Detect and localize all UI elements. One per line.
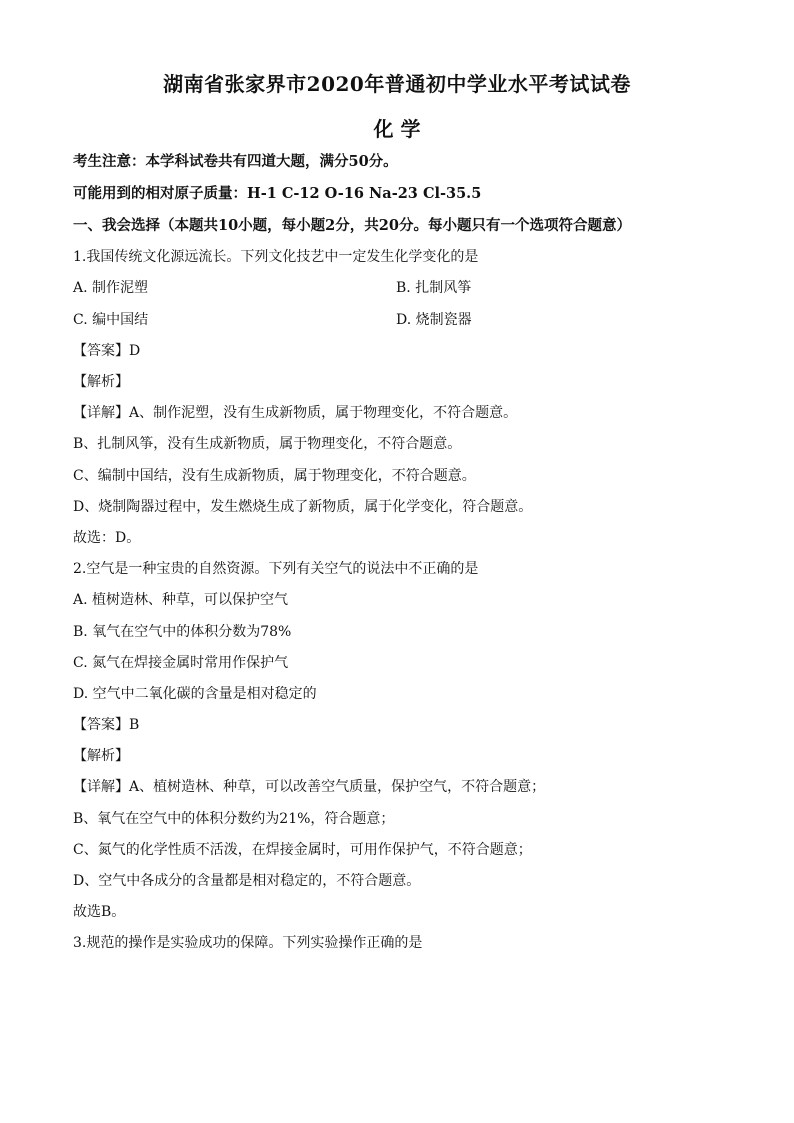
q1-option-a: A. 制作泥塑 — [73, 280, 149, 296]
notice-atomic-mass: 可能用到的相对原子质量：H-1 C-12 O-16 Na-23 Cl-35.5 — [73, 185, 482, 202]
q2-detail-a: 【详解】A、植树造林、种草，可以改善空气质量，保护空气，不符合题意； — [73, 779, 546, 795]
q1-detail-a: 【详解】A、制作泥塑，没有生成新物质，属于物理变化，不符合题意。 — [73, 405, 518, 421]
q1-detail-b: B、扎制风筝，没有生成新物质，属于物理变化，不符合题意。 — [73, 436, 462, 452]
q1-option-b: B. 扎制风筝 — [396, 280, 472, 296]
q2-answer: 【答案】B — [73, 717, 140, 733]
notice-score: 考生注意：本学科试卷共有四道大题，满分50分。 — [73, 153, 398, 170]
q1-detail-d: D、烧制陶器过程中，发生燃烧生成了新物质，属于化学变化，符合题意。 — [73, 499, 533, 515]
q2-option-d: D. 空气中二氧化碳的含量是相对稳定的 — [73, 686, 317, 702]
q2-option-c: C. 氮气在焊接金属时常用作保护气 — [73, 655, 289, 671]
q2-analysis-label: 【解析】 — [73, 748, 129, 764]
exam-title: 湖南省张家界市2020年普通初中学业水平考试试卷 — [163, 72, 631, 96]
q2-detail-b: B、氧气在空气中的体积分数约为21%，符合题意； — [73, 811, 395, 827]
q1-stem: 1.我国传统文化源远流长。下列文化技艺中一定发生化学变化的是 — [73, 249, 479, 265]
q1-option-c: C. 编中国结 — [73, 312, 149, 328]
q2-option-a: A. 植树造林、种草，可以保护空气 — [73, 592, 289, 608]
q2-detail-c: C、氮气的化学性质不活泼，在焊接金属时，可用作保护气，不符合题意； — [73, 842, 532, 858]
q1-answer: 【答案】D — [73, 343, 141, 359]
subject-title: 化 学 — [373, 117, 421, 141]
q2-stem: 2.空气是一种宝贵的自然资源。下列有关空气的说法中不正确的是 — [73, 561, 479, 577]
q1-detail-c: C、编制中国结，没有生成新物质，属于物理变化，不符合题意。 — [73, 468, 476, 484]
q2-detail-d: D、空气中各成分的含量都是相对稳定的，不符合题意。 — [73, 873, 421, 889]
q1-analysis-label: 【解析】 — [73, 374, 129, 390]
q1-option-d: D. 烧制瓷器 — [396, 312, 472, 328]
q2-conclusion: 故选B。 — [73, 904, 126, 920]
q1-conclusion: 故选：D。 — [73, 530, 141, 546]
q2-option-b: B. 氧气在空气中的体积分数为78% — [73, 624, 292, 640]
q3-stem: 3.规范的操作是实验成功的保障。下列实验操作正确的是 — [73, 935, 423, 951]
section-heading: 一、我会选择（本题共10小题，每小题2分，共20分。每小题只有一个选项符合题意） — [73, 217, 631, 234]
